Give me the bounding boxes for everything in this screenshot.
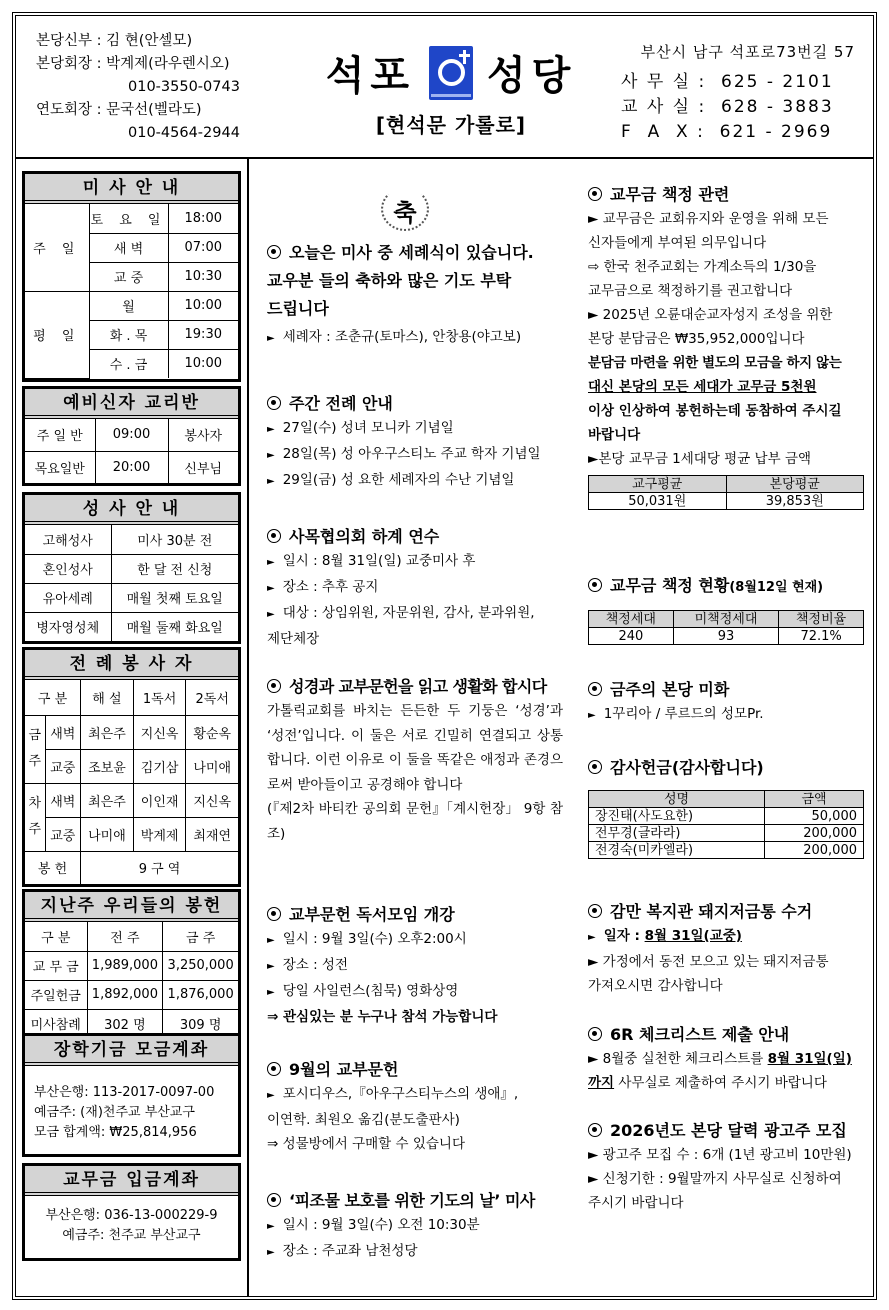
dues-account-bank: 부산은행: 036-13-000229-9 xyxy=(45,1208,218,1223)
september-text-section: 9월의 교부문헌 ► 포시디우스,『아우구스티누스의 생애』, 이연학. 최원오 옮김(분도출판사) ⇒ 성물방에서 구매할 수 있습니다 xyxy=(267,1060,519,1152)
dues-account-holder: 예금주: 천주교 부산교구 xyxy=(62,1228,201,1243)
middle-column xyxy=(249,159,574,1296)
celebration-emblem-icon: 축 xyxy=(377,183,433,235)
checklist-section: 6R 체크리스트 제출 안내 ► 8월중 실천한 체크리스트를 8월 31일(일) 까지 사무실로 제출하여 주시기 바랍니다 xyxy=(588,1025,852,1091)
catechumen-table: 주 일 반 09:00 봉사자 목요일반 20:00 신부님 xyxy=(25,419,238,483)
phone-office: 사 무 실 : 625 - 2101 xyxy=(621,72,834,92)
piggy-bank-section: 감만 복지관 돼지저금통 수거 ► 일자 : 8월 31일(교중) ► 가정에서 동전 모으고 있는 돼지저금통 가져오시면 감사합니다 xyxy=(588,902,829,994)
council-section: 사목협의회 하계 연수 ► 일시 : 8월 31일(일) 교중미사 후 ► 장소 : 추후 공지 ► 대상 : 상임위원, 자문위원, 감사, 분과위원, 제단체장 xyxy=(267,527,535,647)
sacraments-table: 고해성사 미사 30분 전 혼인성사 한 달 전 신청 유아세례 매월 첫째 토요일 병자영성체 매월 둘째 화요일 xyxy=(25,525,238,641)
bulletin-header xyxy=(16,16,873,159)
bullet-icon xyxy=(588,578,602,592)
staff-funeral-phone: 010-4564-2944 xyxy=(128,125,240,141)
bullet-icon xyxy=(267,679,281,693)
bible-paragraph: 가톨릭교회를 바치는 든든한 두 기둥은 ‘성경’과 ‘성전’입니다. 이 둘은 서로 긴밀히 연결되고 상통합니다. 이런 이유로 이 둘을 똑같은 애정과 존경으로써 받아들이고 공경해야 합니다 xyxy=(267,703,563,793)
flowers-section: 금주의 본당 미화 ► 1꾸리아 / 루르드의 성모Pr. xyxy=(588,680,764,722)
mass-schedule-title: 미 사 안 내 xyxy=(25,174,238,204)
baptism-names: ► 세례자 : 조춘규(토마스), 안창용(야고보) xyxy=(267,329,522,345)
liturgy-servers-title: 전 례 봉 사 자 xyxy=(25,650,238,680)
liturgy-servers-box xyxy=(22,647,241,887)
dues-status-table: 책정세대 미책정세대 책정비율 240 93 72.1% xyxy=(588,610,864,645)
title-right: 성당 xyxy=(487,53,577,99)
staff-president-phone: 010-3550-0743 xyxy=(128,79,240,95)
address: 부산시 남구 석포로73번길 57 xyxy=(640,43,855,61)
staff-funeral-head: 연도회장 : 문국선(벨라도) xyxy=(36,102,202,118)
reading-group-section: 교부문헌 독서모임 개강 ► 일시 : 9월 3일(수) 오후2:00시 ► 장소 : 성전 ► 당일 사일런스(침묵) 영화상영 ⇒ 관심있는 분 누구나 참석 가능합니다 xyxy=(267,905,498,1025)
bible-section: 성경과 교부문헌을 읽고 생활화 합시다 가톨릭교회를 바치는 든든한 두 기둥은 ‘성경’과 ‘성전’입니다. 이 둘은 서로 긴밀히 연결되고 상통합니다. 이런 이유로 이 둘을 똑같은 애정과 존경으로써 받아들이고 공경해야 합니다 (『제2차 바티칸 공의회 문헌』「계시헌장」 9항 참조) xyxy=(267,675,563,846)
calendar-ads-section: 2026년도 본당 달력 광고주 모집 ► 광고주 모집 수 : 6개 (1년 광고비 10만원) ► 신청기한 : 9월말까지 사무실로 신청하여 주시기 바랍니다 xyxy=(588,1121,852,1211)
bullet-icon xyxy=(588,187,602,201)
scholarship-holder: 예금주: (재)천주교 부산교구 xyxy=(34,1105,195,1120)
staff-info xyxy=(36,30,240,145)
bullet-icon xyxy=(588,760,602,774)
thanks-offering-table: 성명 금액 장진태(사도요한) 50,000 전무경(글라라) 200,000 전경숙(미카엘라) 200,000 xyxy=(588,790,864,859)
weekly-liturgy-section: 주간 전례 안내 ► 27일(수) 성녀 모니카 기념일 ► 28일(목) 성 아우구스티노 주교 학자 기념일 ► 29일(금) 성 요한 세례자의 수난 기념일 xyxy=(267,394,541,488)
sacraments-box xyxy=(22,492,241,644)
mass-schedule-box xyxy=(22,171,241,382)
title-left: 석포 xyxy=(325,53,415,99)
scholarship-bank: 부산은행: 113-2017-0097-00 xyxy=(34,1085,215,1100)
church-logo-icon xyxy=(429,46,473,100)
phone-fax: F A X : 621 - 2969 xyxy=(621,122,833,142)
bullet-icon xyxy=(588,1123,602,1137)
thanks-offering-section: 감사헌금(감사합니다) 성명 금액 장진태(사도요한) 50,000 전무경(글라라) 200,000 전경숙(미카엘라) 200,000 xyxy=(588,756,864,859)
catechumen-title: 예비신자 교리반 xyxy=(25,389,238,419)
right-column xyxy=(574,159,873,1296)
bullet-icon xyxy=(588,904,602,918)
left-column xyxy=(16,159,249,1296)
scholarship-box xyxy=(22,1033,241,1157)
triangle-icon: ► xyxy=(267,333,275,344)
bullet-icon xyxy=(588,682,602,696)
scholarship-total: 모금 합계액: ₩25,814,956 xyxy=(34,1125,197,1140)
phone-teachers: 교 사 실 : 628 - 3883 xyxy=(621,97,834,117)
dues-account-title: 교무금 입금계좌 xyxy=(25,1166,238,1196)
staff-president: 본당회장 : 박계제(라우렌시오) xyxy=(36,56,230,72)
bullet-icon xyxy=(267,907,281,921)
bullet-icon xyxy=(267,396,281,410)
bulletin-page xyxy=(12,12,877,1300)
catechumen-box xyxy=(22,386,241,486)
church-title xyxy=(316,44,586,138)
staff-pastor: 본당신부 : 김 현(안셀모) xyxy=(36,33,193,49)
mass-schedule-table: 주 일 토 요 일 18:00 새 벽 07:00 교 중 10:30 평 일 월 10:00 화 . 목 19:30 수 . 금 10:00 xyxy=(25,204,238,379)
liturgy-servers-table: 구 분 해 설 1독서 2독서 금주 새벽 최은주 지신옥 황순옥 교중 조보윤 김기삼 나미애 차주 새벽 최은주 이인재 지신옥 교중 나미애 박계제 최재연 봉 헌 9 구 역 xyxy=(25,680,238,884)
bullet-icon xyxy=(267,1193,281,1207)
bible-reference: (『제2차 바티칸 공의회 문헌』「계시헌장」 9항 참조) xyxy=(267,801,563,842)
baptism-section: 오늘은 미사 중 세례식이 있습니다. 교우분 들의 축하와 많은 기도 부탁 드립니다 ► 세례자 : 조춘규(토마스), 안창용(야고보) xyxy=(267,239,567,351)
offerings-box xyxy=(22,889,241,1041)
bullet-icon xyxy=(267,529,281,543)
bullet-icon xyxy=(267,245,281,259)
dues-section: 교무금 책정 관련 ► 교무금은 교회유지와 운영을 위해 모든 신자들에게 부여된 의무입니다 ⇨ 한국 천주교회는 가계소득의 1/30을 교무금으로 책정하기를 권고합니다 ► 2025년 오륜대순교자성지 조성을 위한 본당 분담금은 ₩35,952,000입니다 분담금 마련을 위한 별도의 모금을 하지 않는 대신 본당의 모든 세대가 교무금 5천원 이상 인상하여 봉헌하는데 동참하여 주시길 바랍니다 ►본당 교무금 1세대당 평균 납부 금액 교구평균 본당평균 50,031원 39,853원 xyxy=(588,183,864,510)
bullet-icon xyxy=(267,1062,281,1076)
contact-info xyxy=(603,41,855,145)
scholarship-title: 장학기금 모금계좌 xyxy=(25,1036,238,1066)
dues-status-section: 교무금 책정 현황(8월12일 현재) 책정세대 미책정세대 책정비율 240 93 72.1% xyxy=(588,574,864,645)
dues-average-table: 교구평균 본당평균 50,031원 39,853원 xyxy=(588,475,864,510)
offerings-table: 구 분 전 주 금 주 교 무 금 1,989,000 3,250,000 주일헌금 1,892,000 1,876,000 미사참례 302 명 309 명 xyxy=(25,922,238,1038)
dues-account-box xyxy=(22,1163,241,1261)
bullet-icon xyxy=(588,1027,602,1041)
offerings-title: 지난주 우리들의 봉헌 xyxy=(25,892,238,922)
sacraments-title: 성 사 안 내 xyxy=(25,495,238,525)
creation-mass-section: ‘피조물 보호를 위한 기도의 날’ 미사 ► 일시 : 9월 3일(수) 오전 10:30분 ► 장소 : 주교좌 남천성당 xyxy=(267,1191,535,1259)
patron-subtitle: [현석문 가롤로] xyxy=(375,113,527,137)
